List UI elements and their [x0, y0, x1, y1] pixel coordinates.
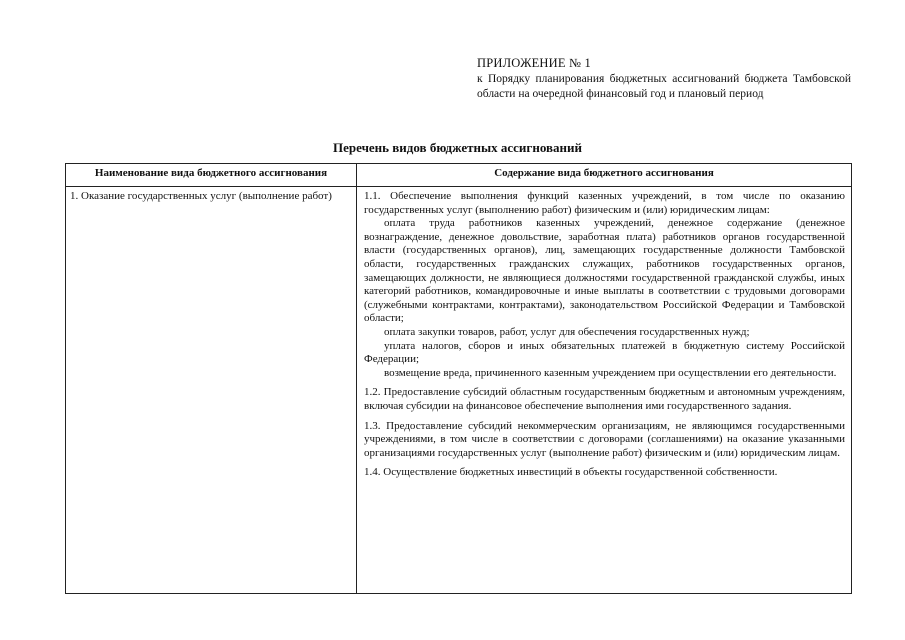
content-section-1-2: 1.2. Предоставление субсидий областным государственным бюджетным и автономным учреждениям, включая субсидии на финансовое обеспечение выполнения ими государственного задания. [364, 386, 845, 412]
content-item-taxes: уплата налогов, сборов и иных обязательных платежей в бюджетную систему Российской Федерации; [364, 339, 845, 366]
table-header-row [66, 164, 852, 187]
allocation-name-cell [66, 187, 357, 594]
content-section-1-1: 1.1. Обеспечение выполнения функций казенных учреждений, в том числе по оказанию государственных услуг (выполнению работ) физическим и (или) юридическим лицам: [364, 190, 845, 216]
content-item-salary: оплата труда работников казенных учреждений, денежное содержание (денежное вознаграждение, денежное довольствие, заработная плата) работников органов государственной власти (государственных органов), лиц, замещающих государственные должности Тамбовской области, государственных гражданских служащих, работников государственных органов, замещающих должности, не являющиеся должностями государственной гражданской службы, иных категорий работников, командировочные и иные выплаты в соответствии с трудовыми договорами (служебными контрактами, контрактами), законодательством Российской Федерации и Тамбовской области; [364, 217, 845, 325]
document-title: Перечень видов бюджетных ассигнований [333, 140, 582, 155]
header-allocation-name: Наименование вида бюджетного ассигнования [66, 164, 357, 187]
appendix-title: ПРИЛОЖЕНИЕ № 1 [477, 56, 591, 70]
appendix-block [477, 56, 851, 102]
budget-allocations-table [65, 163, 852, 594]
content-item-procurement: оплата закупки товаров, работ, услуг для обеспечения государственных нужд; [384, 325, 750, 338]
content-item-damages: возмещение вреда, причиненного казенным учреждением при осуществлении его деятельности. [384, 366, 837, 379]
table-row [66, 187, 852, 594]
allocation-name: 1. Оказание государственных услуг (выполнение работ) [70, 190, 332, 202]
content-section-1-4: 1.4. Осуществление бюджетных инвестиций в объекты государственной собственности. [364, 466, 778, 479]
appendix-text: к Порядку планирования бюджетных ассигнований бюджета Тамбовской области на очередной финансовый год и плановый период [477, 73, 851, 100]
allocation-content-cell [357, 187, 852, 594]
content-section-1-3: 1.3. Предоставление субсидий некоммерческим организациям, не являющимся государственными учреждениями, в том числе в соответствии с договорами (соглашениями) на оказание указанными организациями государственных услуг (выполнение работ) физическим и (или) юридическим лицам. [364, 419, 845, 459]
header-allocation-content: Содержание вида бюджетного ассигнования [357, 164, 852, 187]
